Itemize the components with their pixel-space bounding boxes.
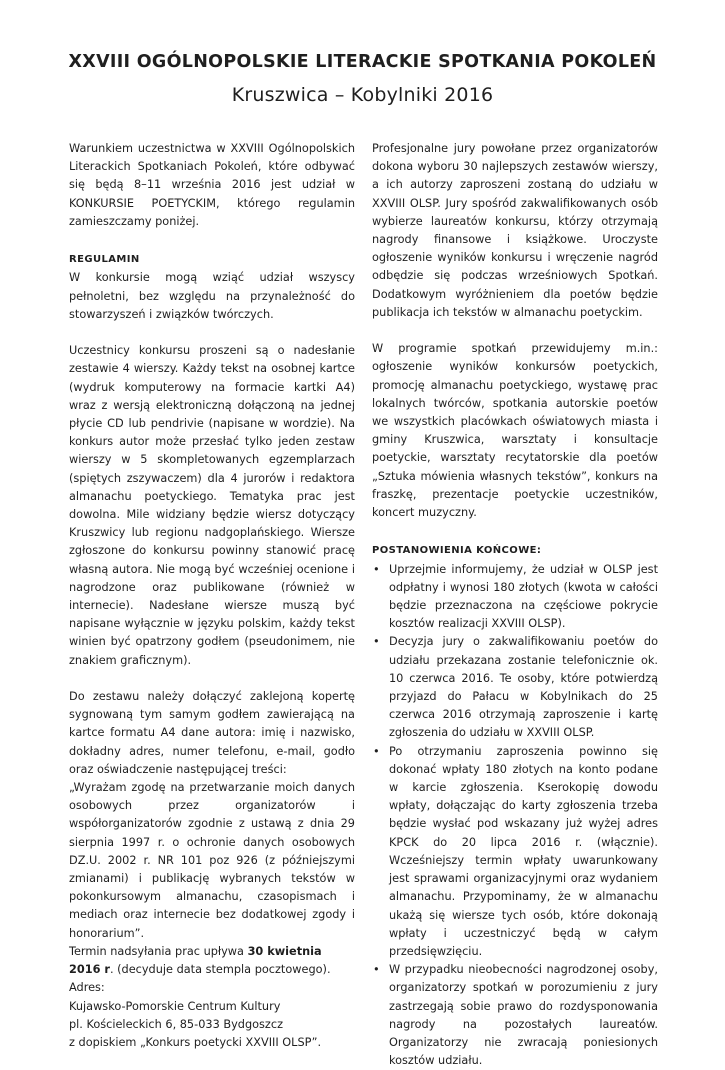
intro-paragraph: Warunkiem uczestnictwa w XXVIII Ogólnopolskich Literackich Spotkaniach Pokoleń, które odbywać się będą 8–11 września 2016 jest udział w KONKURSIE POETYCKIM, którego regulamin zamieszczamy poniżej. — [69, 142, 355, 228]
deadline-date: 30 kwietnia 2016 r — [69, 944, 322, 977]
consent-quote: „Wyrażam zgodę na przetwarzanie moich danych osobowych przez organizatorów i współorganizatorów zgodnie z ustawą z dnia 29 sierpnia 1997 r. o ochronie danych osobowych DZ.U. 2002 r. NR 101 poz 926 (z późniejszymi zmianami) i publikację wybranych tekstów w pokonkursowym almanachu, czasopismach i mediach oraz internecie bez dodatkowej zgody i honorarium”. — [69, 781, 355, 940]
deadline-text — [69, 943, 355, 979]
list-item: • Decyzja jury o zakwalifikowaniu poetów do udziału przekazana zostanie telefonicznie ok. 10 czerwca 2016. Te osoby, które potwierdzą przyjazd do Pałacu w Kobylnikach do 25 czerwca 2016 otrzymają zaproszenie i kartę zgłoszenia do udziału w XXVIII OLSP. — [372, 633, 658, 742]
program-paragraph: W programie spotkań przewidujemy m.in.: ogłoszenie wyników konkursów poetyckich, promocję almanachu poetyckiego, wystawę prac lokalnych twórców, spotkania autorskie poetów we wszystkich placówkach oświatowych miasta i gminy Kruszwica, warsztaty i konsultacje poetyckie, warsztaty recytatorskie dla poetów „Sztuka mówienia własnych tekstów”, konkurs na fraszkę, prezentacje poetyckie uczestników, koncert muzyczny. — [372, 342, 658, 520]
address-line-3: z dopiskiem „Konkurs poetycki XXVIII OLSP”. — [69, 1035, 322, 1049]
regulamin-paragraph-1: W konkursie mogą wziąć udział wszyscy pełnoletni, bez względu na przynależność do stowarzyszeń i związków twórczych. — [69, 271, 355, 321]
address-label: Adres: — [69, 981, 105, 995]
address-line-2: pl. Kościeleckich 6, 85-033 Bydgoszcz — [69, 1017, 283, 1031]
jury-paragraph: Profesjonalne jury powołane przez organizatorów dokona wyboru 30 najlepszych zestawów wierszy, a ich autorzy zaproszeni zostaną do udziału w XXVIII OLSP. Jury spośród zakwalifikowanych osób wybierze laureatów konkursu, którzy otrzymają nagrody finansowe i książkowe. Uroczyste ogłoszenie wyników konkursu i wręczenie nagród odbędzie się podczas wrześniowych Spotkań. Dodatkowym wyróżnieniem dla poetów będzie publikacja ich tekstów w almanachu poetyckim. — [372, 142, 658, 319]
regulamin-heading: REGULAMIN — [69, 254, 140, 266]
document-subtitle: Kruszwica – Kobylniki 2016 — [231, 84, 494, 106]
deadline-suffix: . (decyduje data stempla pocztowego). — [109, 963, 331, 977]
final-provisions-heading: POSTANOWIENIA KOŃCOWE: — [372, 545, 542, 557]
left-column — [69, 140, 355, 1052]
list-item: • Uprzejmie informujemy, że udział w OLSP jest odpłatny i wynosi 180 złotych (kwota w całości będzie przeznaczona na częściowe pokrycie kosztów realizacji XXVIII OLSP). — [372, 561, 658, 634]
list-item: • W przypadku nieobecności nagrodzonej osoby, organizatorzy spotkań w porozumieniu z jury zastrzegają sobie prawo do rozdysponowania nagrody na pozostałych laureatów. Organizatorzy nie zwracają poniesionych kosztów udziału. — [372, 961, 658, 1070]
document-title: XXVIII OGÓLNOPOLSKIE LITERACKIE SPOTKANIA POKOLEŃ — [68, 52, 657, 72]
address-line-1: Kujawsko-Pomorskie Centrum Kultury — [69, 999, 281, 1013]
regulamin-paragraph-3: Do zestawu należy dołączyć zaklejoną kopertę sygnowaną tym samym godłem zawierającą na kartce formatu A4 dane autora: imię i nazwisko, dokładny adres, numer telefonu, e-mail, godło oraz oświadczenie następującej treści: — [69, 690, 355, 776]
list-item: • Po otrzymaniu zaproszenia powinno się dokonać wpłaty 180 złotych na konto podane w karcie zgłoszenia. Kserokopię dowodu wpłaty, dołączając do karty zgłoszenia trzeba będzie wysłać pod wskazany już wyżej adres KPCK do 20 lipca 2016 r. (włącznie). Wcześniejszy termin wpłaty uwarunkowany jest sprawami organizacyjnymi oraz wydaniem almanachu. Przypominamy, że w almanachu ukażą się wiersze tych osób, które dokonają wpłaty i uczestniczyć będą w całym przedsięwzięciu. — [372, 743, 658, 961]
deadline-prefix: Termin nadsyłania prac upływa — [69, 944, 248, 958]
right-column — [372, 140, 658, 1070]
final-provisions-list — [372, 561, 658, 1070]
regulamin-paragraph-2: Uczestnicy konkursu proszeni są o nadesłanie zestawie 4 wierszy. Każdy tekst na osobnej kartce (wydruk komputerowy na formacie kartki A4) wraz z wersją elektroniczną dołączoną na jednej płycie CD lub pendrivie (napisane w wordzie). Na konkurs autor może przesłać tylko jeden zestaw wierszy w 5 skompletowanych egzemplarzach (spiętych zszywaczem) dla 4 jurorów i redaktora almanachu poetyckiego. Tematyka prac jest dowolna. Mile widziany będzie wiersz dotyczący Kruszwicy lub regionu nadgoplańskiego. Wiersze zgłoszone do konkursu powinny stanowić pracę własną autora. Nie mogą być wcześniej ocenione i nagrodzone oraz publikowane (również w internecie). Nadesłane wiersze muszą być napisane wyłącznie w języku polskim, każdy tekst winien być opatrzony godłem (pseudonimem, nie znakiem graficznym). — [69, 344, 355, 667]
